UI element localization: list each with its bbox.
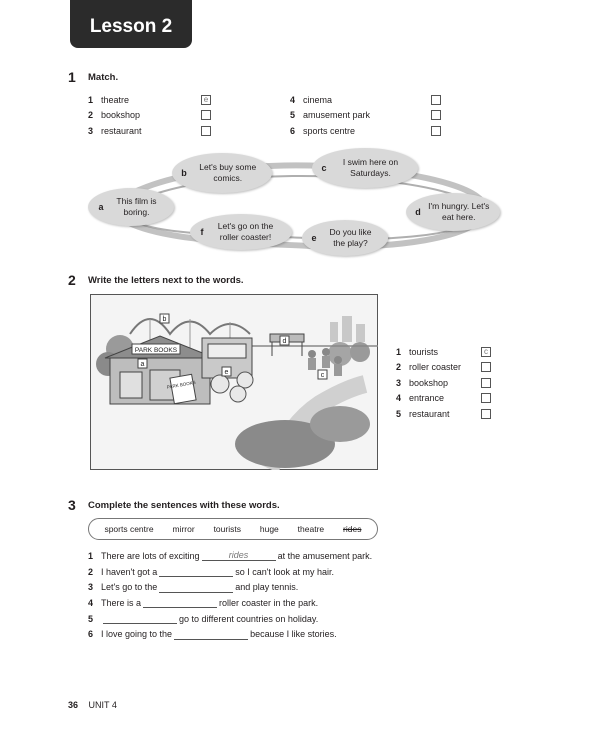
answer-blank[interactable] xyxy=(103,613,177,624)
sentence-list xyxy=(88,548,408,642)
illustration-label-b: b xyxy=(162,316,167,323)
answer-box[interactable]: e xyxy=(201,95,211,105)
list-item: 6 sports centre xyxy=(290,123,450,139)
word-bank-item: sports centre xyxy=(104,524,154,534)
speech-bubble-c: c I swim here on Saturdays. xyxy=(312,148,418,188)
illustration-label-c: c xyxy=(320,372,325,379)
list-item: 3 bookshop xyxy=(396,375,496,391)
illustration-label-d: d xyxy=(282,338,287,345)
unit-label: UNIT 4 xyxy=(88,700,117,710)
word-bank-item: huge xyxy=(259,524,279,534)
exercise-2-list xyxy=(396,344,496,422)
board-sign-text: PARK BOOKS xyxy=(166,379,197,390)
park-illustration xyxy=(90,294,378,470)
illustration-label-e: e xyxy=(224,369,229,376)
lesson-title: Lesson 2 xyxy=(89,16,173,37)
answer-blank[interactable]: rides xyxy=(202,550,276,561)
sentence-item: 1 There are lots of exciting rides at the amusement park. xyxy=(88,550,373,561)
answer-blank[interactable] xyxy=(174,629,248,640)
exercise-2-number: 2 xyxy=(68,272,76,288)
sentence-item: 3 Let's go to the and play tennis. xyxy=(88,582,299,593)
sentence-item: 4 There is a roller coaster in the park. xyxy=(88,597,319,608)
list-item: 1 tourists c xyxy=(396,344,496,360)
word-bank-item: theatre xyxy=(297,524,325,534)
page-footer xyxy=(68,700,117,710)
match-left-list xyxy=(88,92,218,139)
list-item: 2 bookshop xyxy=(88,108,218,124)
answer-box[interactable] xyxy=(431,126,441,136)
speech-bubble-d: d I'm hungry. Let's eat here. xyxy=(406,193,500,231)
answer-box[interactable] xyxy=(201,126,211,136)
sentence-item: 6 I love going to the because I like stories. xyxy=(88,629,337,640)
answer-blank[interactable] xyxy=(159,566,233,577)
answer-blank[interactable] xyxy=(143,597,217,608)
exercise-1-number: 1 xyxy=(68,69,76,85)
list-item: 3 restaurant xyxy=(88,123,218,139)
list-item: 2 roller coaster xyxy=(396,360,496,376)
answer-box[interactable]: c xyxy=(481,347,491,357)
illustration-label-a: a xyxy=(140,361,145,368)
exercise-3-title: Complete the sentences with these words. xyxy=(88,500,280,511)
list-item: 5 amusement park xyxy=(290,108,450,124)
speech-bubble-f: f Let's go on the roller coaster! xyxy=(190,214,292,250)
speech-bubble-b: b Let's buy some comics. xyxy=(172,153,272,193)
list-item: 1 theatre e xyxy=(88,92,218,108)
speech-bubble-a: a This film is boring. xyxy=(88,188,174,226)
exercise-3-number: 3 xyxy=(68,497,76,513)
lesson-header xyxy=(70,0,192,48)
answer-blank[interactable] xyxy=(159,582,233,593)
speech-bubble-e: e Do you like the play? xyxy=(302,220,388,256)
word-bank xyxy=(88,518,378,540)
answer-box[interactable] xyxy=(481,362,491,372)
answer-box[interactable] xyxy=(431,110,441,120)
answer-box[interactable] xyxy=(431,95,441,105)
sentence-item: 5 go to different countries on holiday. xyxy=(88,613,319,624)
shop-sign-text: PARK BOOKS xyxy=(134,347,178,354)
list-item: 4 entrance xyxy=(396,391,496,407)
match-right-list xyxy=(290,92,450,139)
answer-box[interactable] xyxy=(201,110,211,120)
exercise-2-title: Write the letters next to the words. xyxy=(88,275,244,286)
list-item: 4 cinema xyxy=(290,92,450,108)
exercise-1-title: Match. xyxy=(88,72,119,83)
word-bank-item: tourists xyxy=(213,524,241,534)
page-number: 36 xyxy=(68,700,79,710)
sentence-item: 2 I haven't got a so I can't look at my hair. xyxy=(88,566,335,577)
answer-box[interactable] xyxy=(481,378,491,388)
word-bank-item: rides xyxy=(343,524,362,534)
list-item: 5 restaurant xyxy=(396,406,496,422)
word-bank-item: mirror xyxy=(172,524,195,534)
answer-box[interactable] xyxy=(481,393,491,403)
answer-box[interactable] xyxy=(481,409,491,419)
